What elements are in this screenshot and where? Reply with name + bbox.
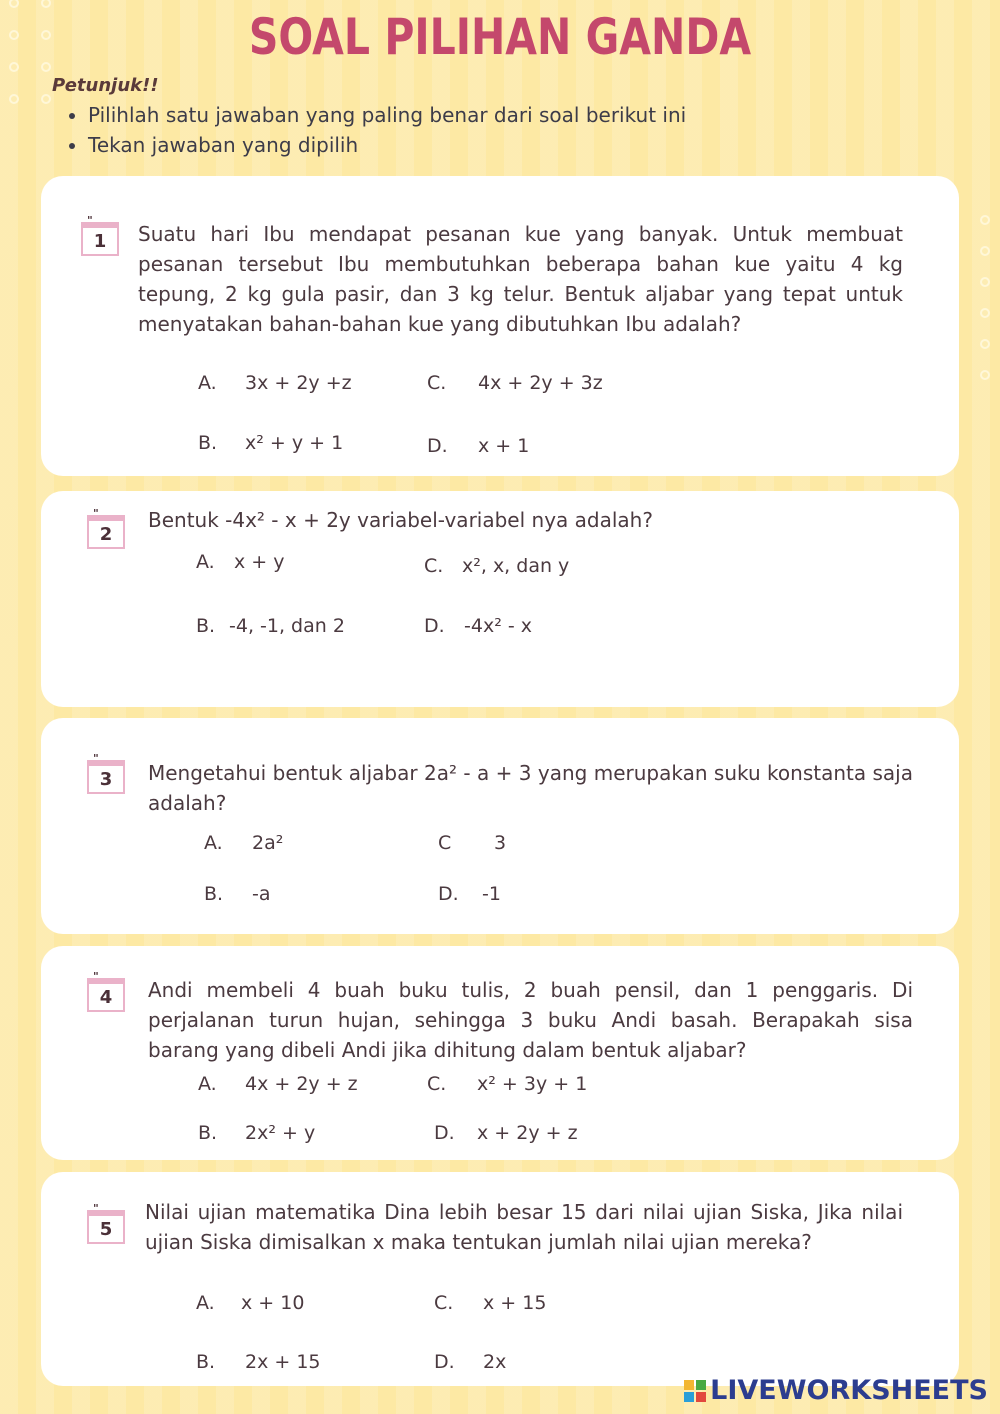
question-text: Nilai ujian matematika Dina lebih besar 15 dari nilai ujian Siska, Jika nilai ujian Siska dimisalkan x maka tentukan jumlah nilai ujian mereka? [145,1200,903,1254]
dot-decoration [980,308,990,318]
question-number: 5 [99,1219,113,1240]
badge-tick-icon: " [93,1202,99,1215]
dot-decoration [41,30,51,40]
option-d[interactable] [427,435,529,457]
option-text: -4, -1, dan 2 [229,615,345,637]
option-text: 4x + 2y + 3z [478,372,603,394]
question-card-1 [41,176,959,476]
question-number: 4 [99,987,113,1008]
option-d[interactable] [438,883,501,905]
option-a[interactable] [196,1292,304,1314]
option-b[interactable] [196,615,345,637]
option-letter: C. [427,372,447,394]
question-number-badge [87,507,125,549]
option-text: 3x + 2y +z [245,372,352,394]
question-number-badge [87,1202,125,1244]
option-letter: A. [198,372,217,394]
option-text: 4x + 2y + z [245,1073,358,1095]
option-letter: D. [424,615,445,637]
option-letter: C [438,832,452,854]
question-text: Andi membeli 4 buah buku tulis, 2 buah pensil, dan 1 penggaris. Di perjalanan turun hujan, sehingga 3 buku Andi basah. Berapakah sisa barang yang dibeli Andi jika dihitung dalam bentuk aljabar? [148,978,913,1062]
option-letter: D. [434,1122,455,1144]
question-card-4 [41,946,959,1160]
page-title: SOAL PILIHAN GANDA [248,8,752,66]
question-number: 1 [93,231,107,252]
instructions-label: Petunjuk!! [52,75,159,96]
dot-decoration [980,215,990,225]
option-d[interactable] [424,615,532,637]
option-letter: C. [424,555,444,577]
dot-decoration [980,246,990,256]
option-d[interactable] [434,1351,506,1373]
option-letter: B. [204,883,224,905]
option-letter: D. [434,1351,455,1373]
option-letter: C. [427,1073,447,1095]
option-letter: B. [198,432,218,454]
question-card-5 [41,1172,959,1386]
option-text: x² + y + 1 [245,432,344,454]
option-c[interactable] [438,832,506,854]
option-text: 3 [494,832,507,854]
option-b[interactable] [196,1351,321,1373]
badge-tick-icon: " [93,507,99,520]
option-c[interactable] [427,1073,587,1095]
option-text: x + 1 [478,435,530,457]
option-text: x + 2y + z [477,1122,578,1144]
question-number: 2 [99,524,113,545]
decorative-dots-right [980,215,990,380]
instruction-item: • Tekan jawaban yang dipilih [88,130,686,160]
question-number-badge [87,752,125,794]
option-text: x², x, dan y [462,555,570,577]
liveworksheets-logo-icon [684,1380,706,1402]
question-number: 3 [99,769,113,790]
option-letter: A. [196,551,215,573]
dot-decoration [9,30,19,40]
dot-decoration [980,370,990,380]
option-b[interactable] [204,883,271,905]
question-text: Bentuk -4x² - x + 2y variabel-variabel nya adalah? [148,508,653,532]
option-letter: A. [204,832,223,854]
option-text: 2x + 15 [245,1351,321,1373]
dot-decoration [9,94,19,104]
option-text: 2a² [252,832,284,854]
option-letter: D. [427,435,448,457]
dot-decoration [41,62,51,72]
dot-decoration [41,0,51,8]
option-letter: C. [434,1292,454,1314]
instruction-item: • Pilihlah satu jawaban yang paling benar dari soal berikut ini [88,100,686,130]
option-text: x² + 3y + 1 [477,1073,588,1095]
question-text: Suatu hari Ibu mendapat pesanan kue yang banyak. Untuk membuat pesanan tersebut Ibu membutuhkan beberapa bahan kue yaitu 4 kg tepung, 2 kg gula pasir, dan 3 kg telur. Bentuk aljabar yang tepat untuk menyatakan bahan-bahan kue yang dibutuhkan Ibu adalah? [138,222,903,336]
option-text: -4x² - x [464,615,532,637]
brand-name: LIVEWORKSHEETS [710,1375,988,1406]
instructions-list [66,100,686,160]
question-number-badge [87,970,125,1012]
option-c[interactable] [427,372,603,394]
option-c[interactable] [434,1292,546,1314]
dot-decoration [980,339,990,349]
option-text: x + 10 [241,1292,305,1314]
option-letter: B. [198,1122,218,1144]
option-d[interactable] [434,1122,578,1144]
badge-tick-icon: " [93,752,99,765]
option-b[interactable] [198,1122,315,1144]
option-letter: A. [198,1073,217,1095]
question-number-badge [81,214,119,256]
option-text: x + y [234,551,285,573]
option-letter: B. [196,615,216,637]
option-b[interactable] [198,432,343,454]
dot-decoration [9,62,19,72]
option-text: -1 [482,883,501,905]
badge-tick-icon: " [93,970,99,983]
option-letter: A. [196,1292,215,1314]
question-card-3 [41,718,959,934]
question-card-2 [41,491,959,707]
option-text: -a [252,883,271,905]
brand-watermark [684,1375,988,1406]
option-text: 2x [483,1351,507,1373]
option-a[interactable] [198,1073,358,1095]
dot-decoration [9,0,19,8]
option-a[interactable] [196,551,285,573]
dot-decoration [41,94,51,104]
badge-tick-icon: " [87,214,93,227]
option-c[interactable] [424,555,569,577]
option-text: 2x² + y [245,1122,316,1144]
option-a[interactable] [204,832,283,854]
option-a[interactable] [198,372,352,394]
option-letter: B. [196,1351,216,1373]
option-text: x + 15 [483,1292,547,1314]
question-text: Mengetahui bentuk aljabar 2a² - a + 3 yang merupakan suku konstanta saja adalah? [148,761,913,815]
dot-decoration [980,277,990,287]
option-letter: D. [438,883,459,905]
